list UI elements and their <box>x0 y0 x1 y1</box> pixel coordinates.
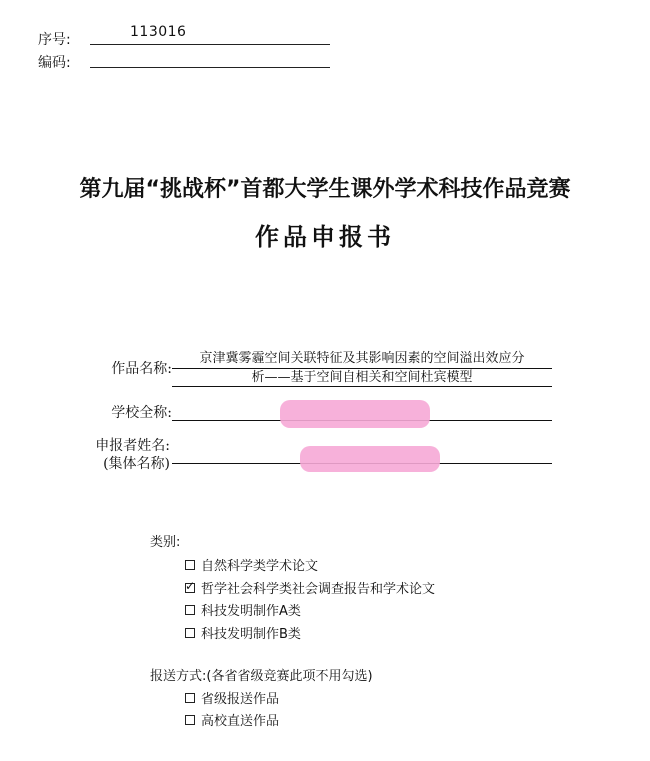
work-name-line-2: 析——基于空间自相关和空间杜宾模型 <box>251 370 473 385</box>
code-label: 编码: <box>38 55 71 71</box>
category-option-invention-b[interactable] <box>185 623 301 642</box>
delivery-heading: 报送方式:(各省省级竞赛此项不用勾选) <box>150 669 373 684</box>
delivery-option-university[interactable] <box>185 710 279 729</box>
checkbox-icon[interactable] <box>185 715 195 725</box>
checkbox-icon[interactable] <box>185 693 195 703</box>
option-label: 哲学社会科学类社会调查报告和学术论文 <box>201 582 436 597</box>
category-option-natural-science[interactable] <box>185 555 318 574</box>
option-label: 科技发明制作A类 <box>201 604 301 619</box>
work-name-line-1: 京津冀雾霾空间关联特征及其影响因素的空间溢出效应分 <box>199 351 525 366</box>
document-title: 作品申报书 <box>255 222 395 251</box>
code-field <box>90 53 330 68</box>
applicant-redaction <box>300 446 440 472</box>
seq-label: 序号: <box>38 32 71 48</box>
work-name-underline-2 <box>172 386 552 387</box>
applicant-sublabel: (集体名称) <box>103 456 170 472</box>
delivery-option-provincial[interactable] <box>185 688 279 707</box>
option-label: 科技发明制作B类 <box>201 627 301 642</box>
work-name-label: 作品名称: <box>111 361 172 377</box>
school-redaction <box>280 400 430 428</box>
checkbox-icon[interactable] <box>185 560 195 570</box>
seq-value: 113016 <box>130 24 187 40</box>
competition-title: 第九届“挑战杯”首都大学生课外学术科技作品竞赛 <box>79 177 571 202</box>
school-label: 学校全称: <box>111 405 172 421</box>
checkbox-icon[interactable] <box>185 605 195 615</box>
category-option-invention-a[interactable] <box>185 600 301 619</box>
option-label: 省级报送作品 <box>201 692 280 707</box>
checked-checkbox-icon[interactable] <box>185 583 195 593</box>
category-option-social-science[interactable] <box>185 578 435 597</box>
option-label: 高校直送作品 <box>201 714 280 729</box>
seq-field <box>90 24 330 45</box>
checkbox-icon[interactable] <box>185 628 195 638</box>
category-heading: 类别: <box>150 535 181 550</box>
applicant-label: 申报者姓名: <box>95 438 170 454</box>
option-label: 自然科学类学术论文 <box>201 559 319 574</box>
